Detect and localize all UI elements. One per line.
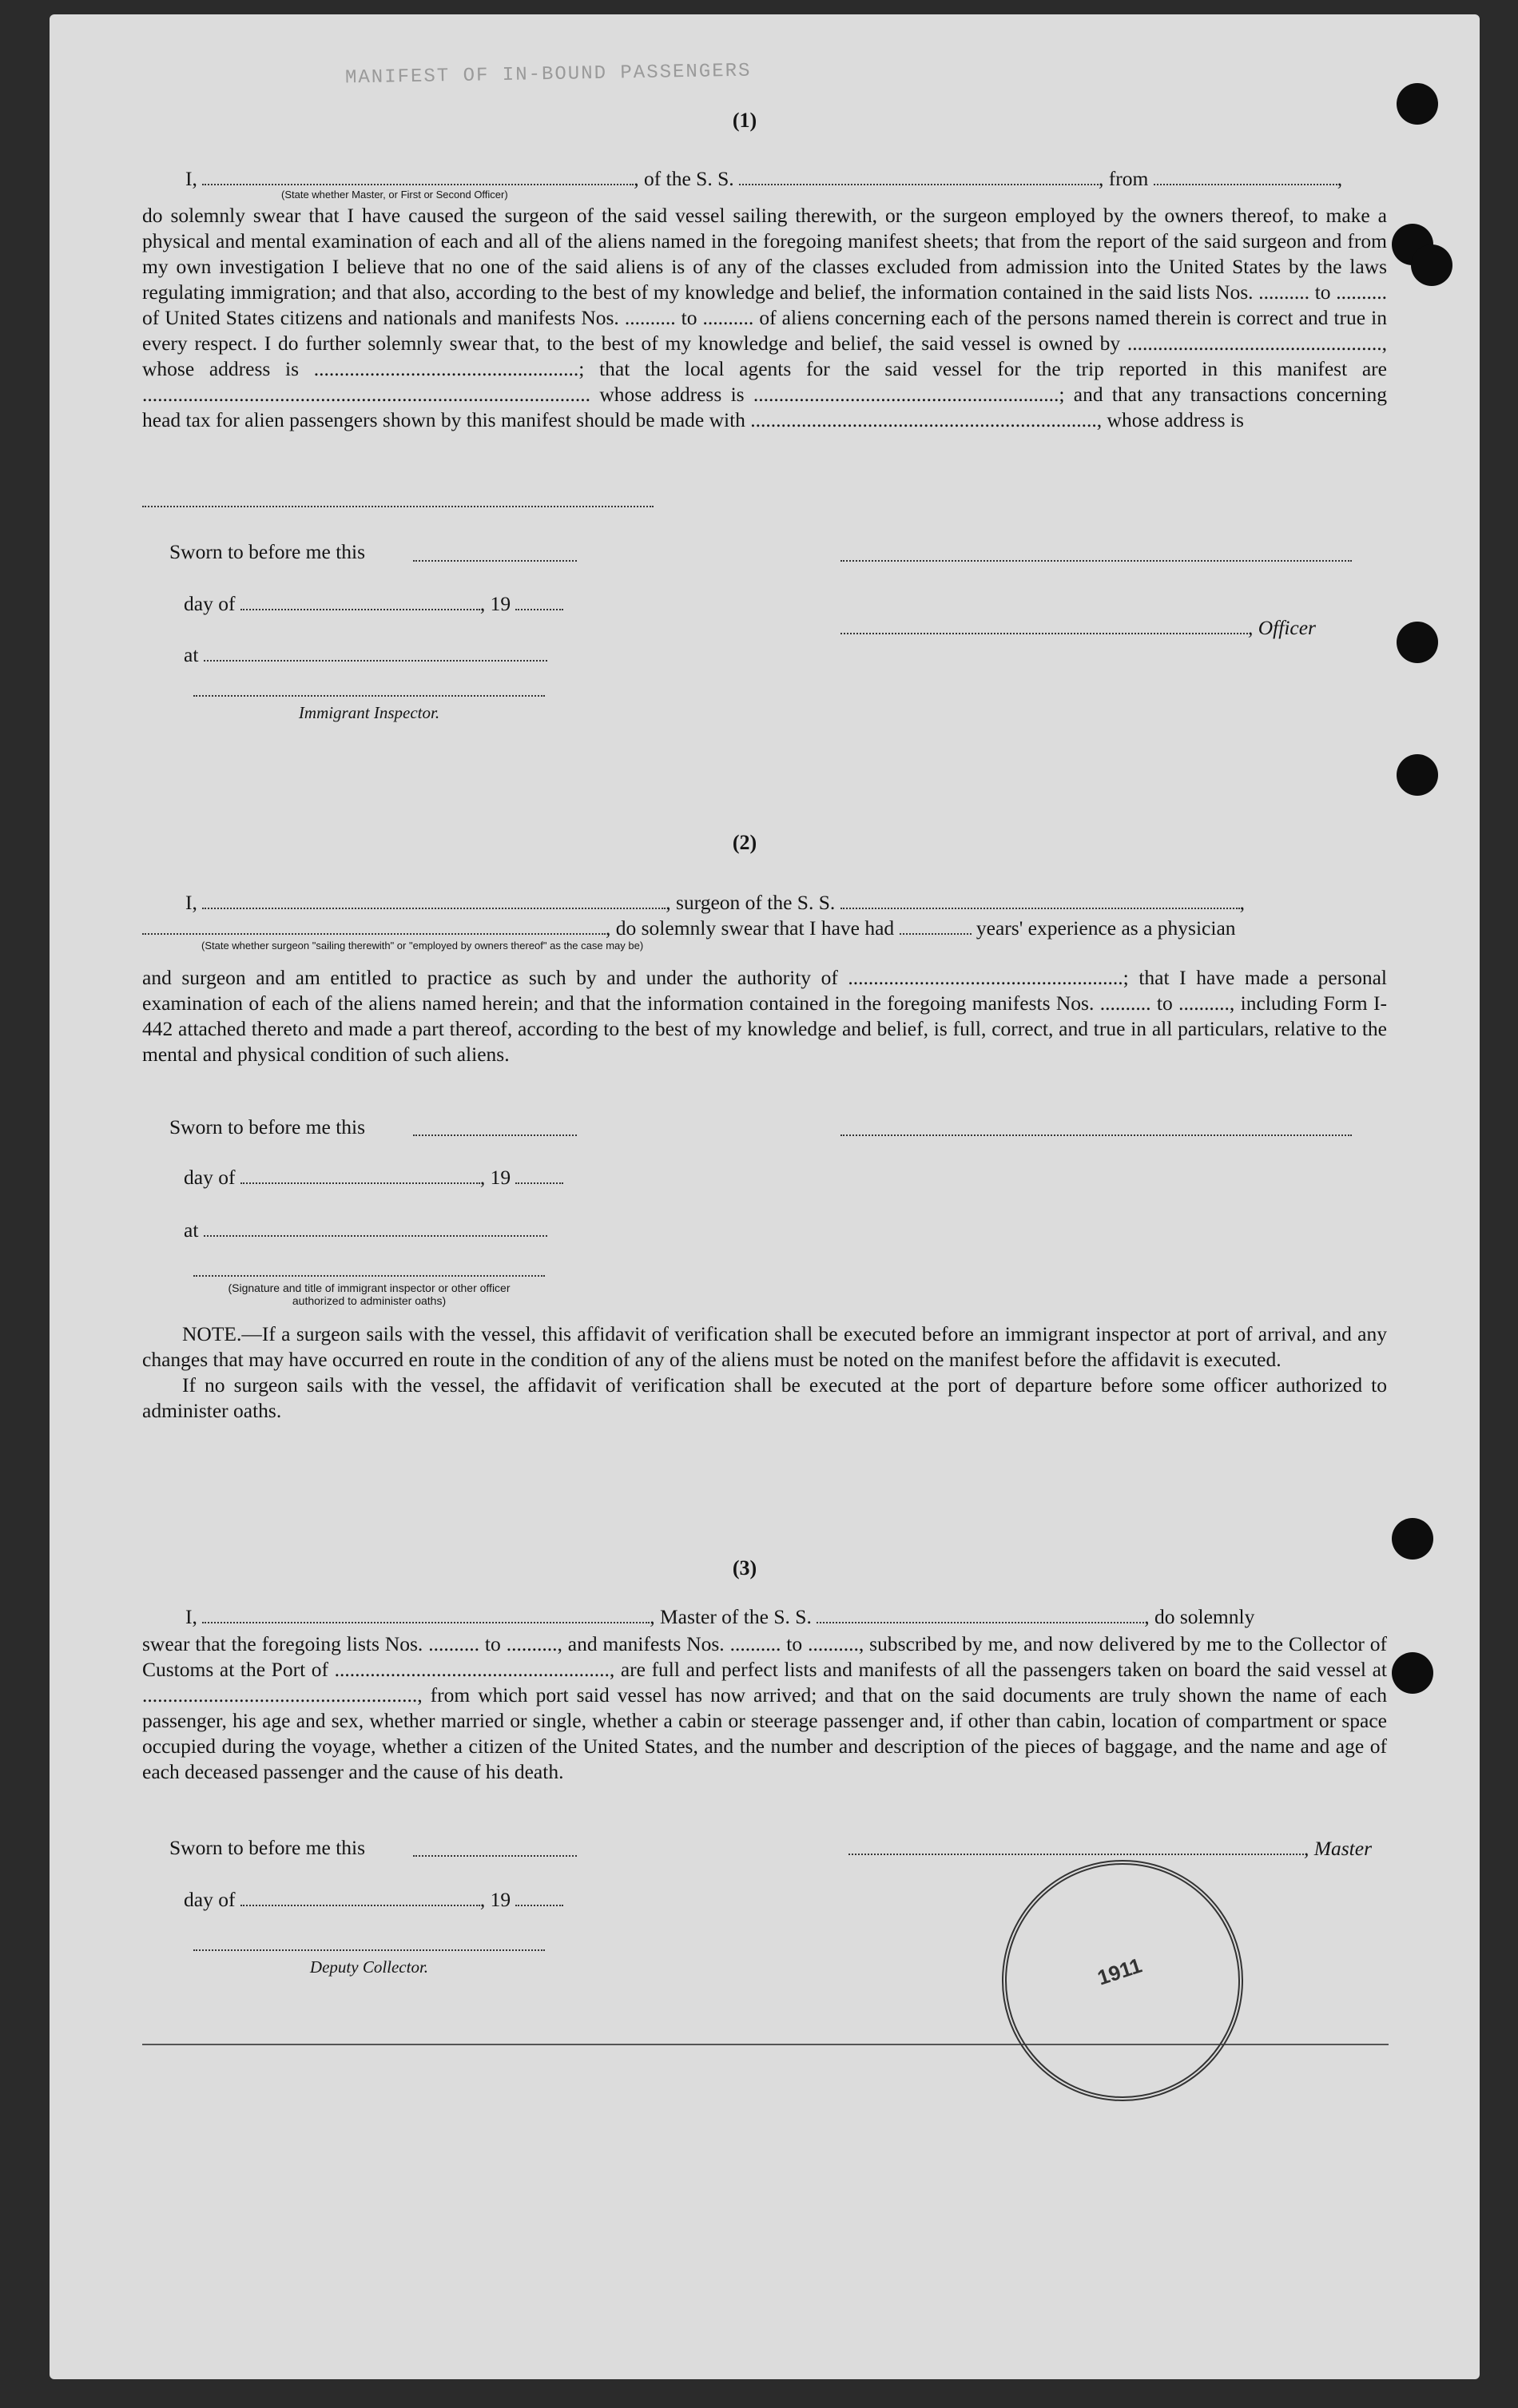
section2-paragraph: and surgeon and am entitled to practice as such by and under the authority of ......................................................; that I have made a personal examination of each of the aliens named herein; and that the information contained in the foregoing manifests Nos. .......... to .........., including Form I-442 attached thereto and made a part thereof, according to the best of my knowledge and belief, is full, correct, and true in all particulars, relative to the mental and physical condition of such aliens. [142, 966, 1387, 1066]
surgeon-type-field[interactable] [202, 890, 666, 909]
officer-signature-field[interactable] [840, 615, 1248, 634]
officer-rank-field[interactable] [202, 166, 634, 185]
section1-paragraph: do solemnly swear that I have caused the surgeon of the said vessel sailing therewith, or the surgeon employed by the owners thereof, to make a physical and mental examination of each and all of the aliens named in the foregoing manifest sheets; that from the report of the said surgeon and from my own investigation I believe that no one of the said aliens is of any of the classes excluded from admission into the United States by the laws regulating immigration; and that also, according to the best of my knowledge and belief, the information contained in the said lists Nos. .......... to .......... of United States citizens and nationals and manifests Nos. .......... to .......... of aliens concerning each of the persons named therein is correct and true in every respect. I do further solemnly swear that, to the best of my knowledge and belief, the said vessel is owned by .................................................., whose address is ....................................................; that the local agents for the said vessel for the trip reported in this manifest are ........................................................................................ whose address is ............................................................; and that any transactions concerning head tax for alien passengers shown by this manifest should be made with ...................................................................., whose address is [142, 204, 1387, 431]
collector-caption: Deputy Collector. [309, 1957, 429, 1977]
official-caption: (Signature and title of immigrant inspector or other officer authorized to administer oaths) [228, 1281, 511, 1307]
day-of-field-3[interactable] [240, 1887, 480, 1906]
sworn-date-field-2[interactable] [413, 1134, 577, 1136]
year-field-3[interactable] [515, 1887, 563, 1906]
inspector-caption: Immigrant Inspector. [298, 703, 440, 722]
section2-note: NOTE.—If a surgeon sails with the vessel, this affidavit of verification shall be executed before an immigrant inspector at port of arrival, and any changes that may have occurred en route in the condition of any of the aliens must be noted on the manifest before the affidavit is executed. If no surgeon sails with the vessel, the affidavit of verification shall be executed at the port of departure before some officer authorized to administer oaths. [142, 1322, 1387, 1422]
years-field[interactable] [900, 916, 972, 935]
section-number-1: (1) [732, 109, 757, 132]
surgeon-name-field[interactable] [142, 916, 606, 935]
binder-hole-1 [1397, 83, 1438, 125]
sworn-date-field-3[interactable] [413, 1855, 577, 1857]
at-field-2[interactable] [204, 1218, 547, 1237]
surgeon-vessel-field[interactable] [840, 890, 1240, 909]
day-of-field-1[interactable] [240, 591, 480, 610]
section3-sworn: Sworn to before me this [169, 1836, 366, 1859]
binder-hole-2b [1411, 244, 1452, 286]
at-field-1[interactable] [204, 642, 547, 662]
section3-paragraph: swear that the foregoing lists Nos. .......... to .........., and manifests Nos. .......... to .........., subscribed by me, and now delivered by me to the Collector of Customs at the Port of ......................................................, are full and perfect lists and manifests of all the passengers taken on board the said vessel at ......................................................, from which port said vessel has now arrived; and that on the said documents are truly shown the name of each passenger, his age and sex, whether married or single, whether a cabin or steerage passenger and, if other than cabin, location of compartment or space occupied during the voyage, whether a citizen of the United States, and the number and description of the pieces of baggage, and the name and age of each deceased passenger and the cause of his death. [142, 1632, 1387, 1783]
master-vessel-field[interactable] [817, 1604, 1144, 1623]
master-name-field[interactable] [202, 1604, 650, 1623]
section1-sworn: Sworn to before me this [169, 540, 366, 563]
blank-line-1 [142, 506, 654, 507]
section-number-3: (3) [732, 1556, 757, 1580]
section2-sworn: Sworn to before me this [169, 1115, 366, 1138]
section2-line1: I, , surgeon of the S. S. , [185, 891, 1246, 914]
day-of-field-2[interactable] [240, 1165, 480, 1184]
departure-port-field[interactable] [1154, 166, 1337, 185]
section1-line1: I, , of the S. S. , from , [185, 167, 1343, 190]
binder-hole-4 [1397, 754, 1438, 796]
officer-signature: , Officer [840, 615, 1316, 640]
section1-at: at [184, 642, 547, 667]
section1-day-of: day of , 19 [184, 591, 563, 616]
vessel-name-field[interactable] [739, 166, 1099, 185]
year-field-1[interactable] [515, 591, 563, 610]
surgeon-note: (State whether surgeon "sailing therewith" or "employed by owners thereof" as the case may be) [201, 940, 644, 952]
officer-note: (State whether Master, or First or Second Officer) [281, 189, 508, 201]
inspector-signature-line[interactable] [193, 695, 545, 697]
section3-day-of: day of , 19 [184, 1887, 563, 1912]
binder-hole-3 [1397, 622, 1438, 663]
binder-hole-5 [1392, 1518, 1433, 1560]
collector-signature-line[interactable] [193, 1949, 545, 1951]
section2-at: at [184, 1218, 547, 1242]
surgeon-signature-line[interactable] [840, 1134, 1352, 1136]
section-number-2: (2) [732, 831, 757, 854]
master-signature-field[interactable] [848, 1836, 1304, 1855]
document-page [50, 14, 1480, 2379]
sworn-date-field-1[interactable] [413, 560, 577, 562]
section3-line1: I, , Master of the S. S. , do solemnly [185, 1605, 1255, 1628]
port-stamp: 1911 [971, 1829, 1275, 2133]
officer-name-line-a [840, 560, 1352, 562]
ghost-header: MANIFEST OF IN-BOUND PASSENGERS [344, 60, 752, 89]
master-signature: , Master [848, 1836, 1372, 1861]
section2-day-of: day of , 19 [184, 1165, 563, 1190]
year-field-2[interactable] [515, 1165, 563, 1184]
binder-hole-6 [1392, 1652, 1433, 1694]
section2-line2: , do solemnly swear that I have had years' experience as a physician [142, 916, 1236, 940]
official-signature-line[interactable] [193, 1275, 545, 1277]
